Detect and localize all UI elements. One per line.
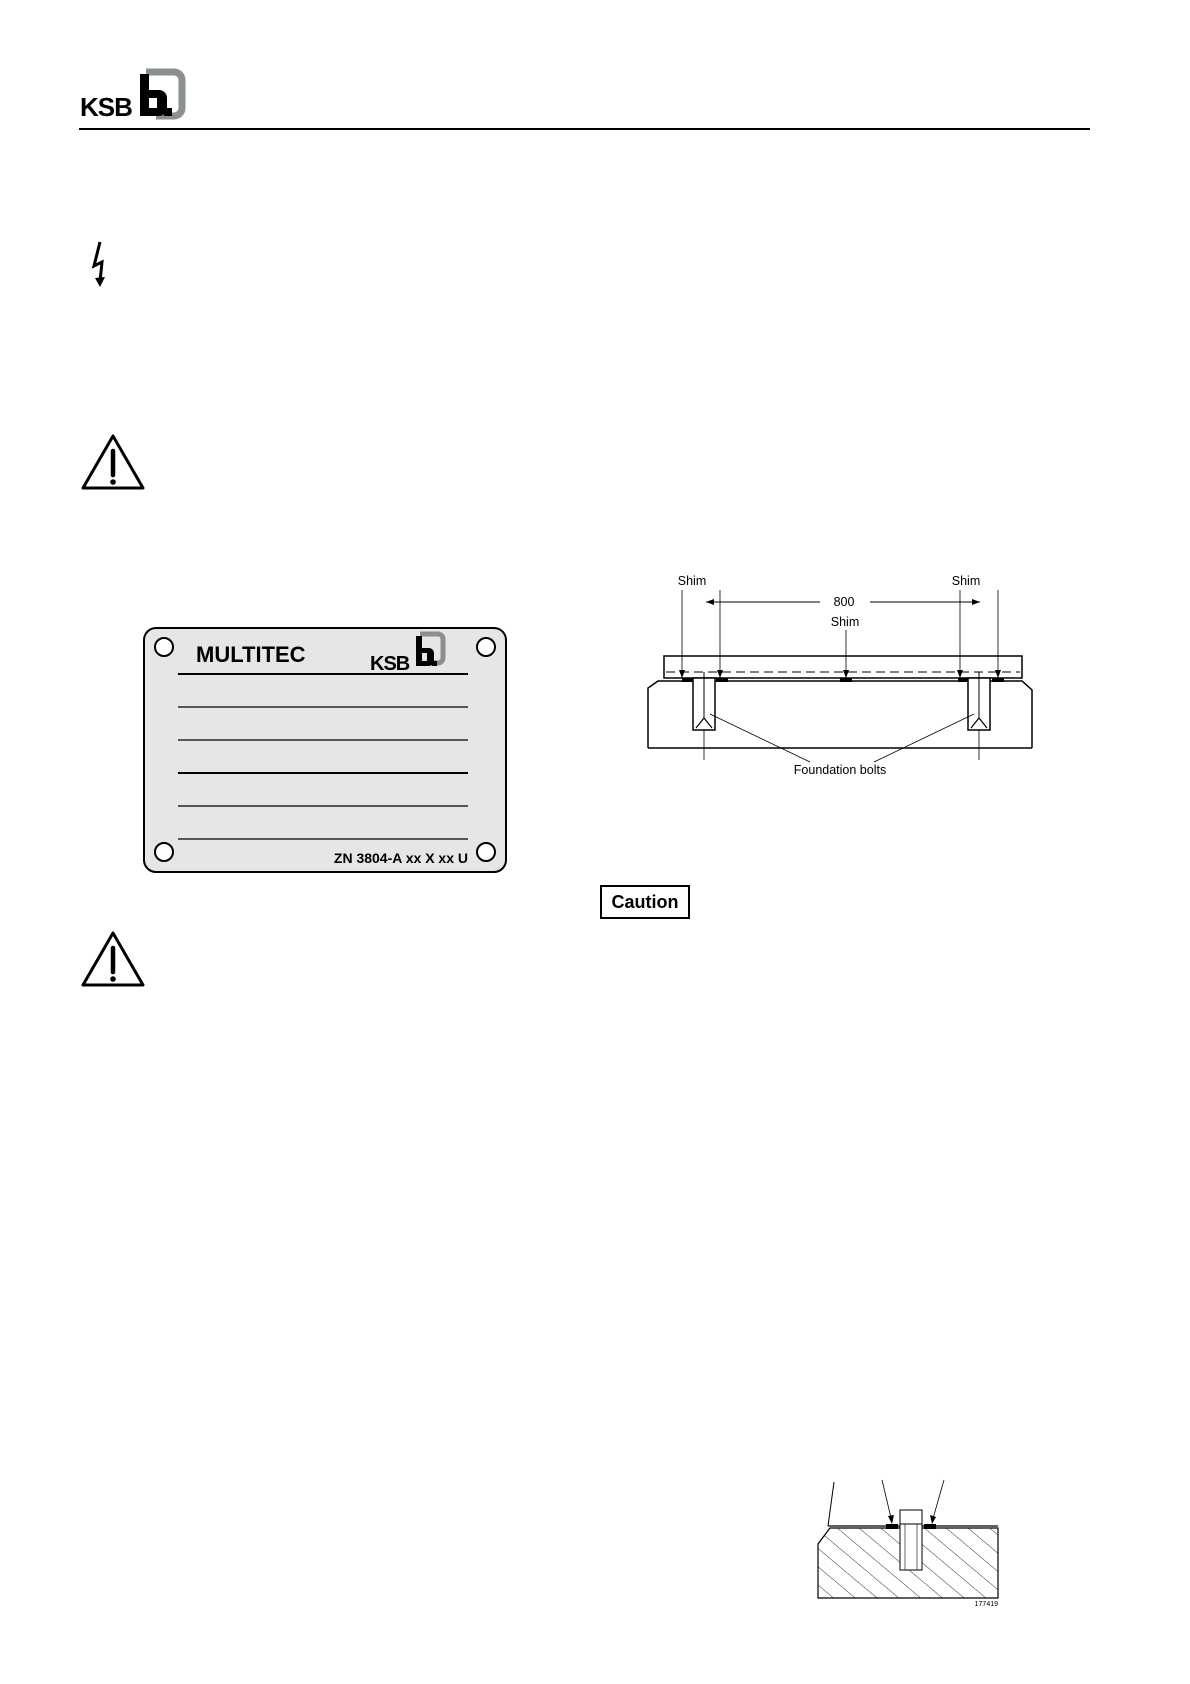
mounting-hole: [155, 843, 173, 861]
nameplate-brand: KSB: [370, 653, 410, 675]
foundation-diagram: [630, 568, 1060, 788]
foundation-bolts-label: Foundation bolts: [793, 763, 887, 777]
mounting-hole: [477, 843, 495, 861]
header-rule: [79, 128, 1090, 130]
shim-label-left: Shim: [677, 574, 707, 588]
nameplate-product: MULTITEC: [196, 642, 306, 667]
mounting-hole: [477, 638, 495, 656]
shim-label-right: Shim: [951, 574, 981, 588]
mounting-hole: [155, 638, 173, 656]
lightning-bolt-icon: [90, 240, 116, 288]
nameplate: [142, 626, 508, 874]
figure-ref: 177419: [974, 1601, 998, 1608]
dimension-label: 800: [833, 595, 855, 609]
nameplate-code: ZN 3804-A xx X xx U: [333, 850, 468, 866]
shim-label-center: Shim: [830, 615, 860, 629]
ksb-logo: [80, 68, 200, 120]
warning-triangle-icon: [80, 930, 146, 988]
warning-triangle-icon: [80, 433, 146, 491]
shim-detail-diagram: [816, 1474, 1000, 1608]
caution-label: Caution: [600, 885, 690, 919]
logo-text: KSB: [80, 92, 132, 120]
ksb-b-logo-icon: [140, 72, 182, 116]
